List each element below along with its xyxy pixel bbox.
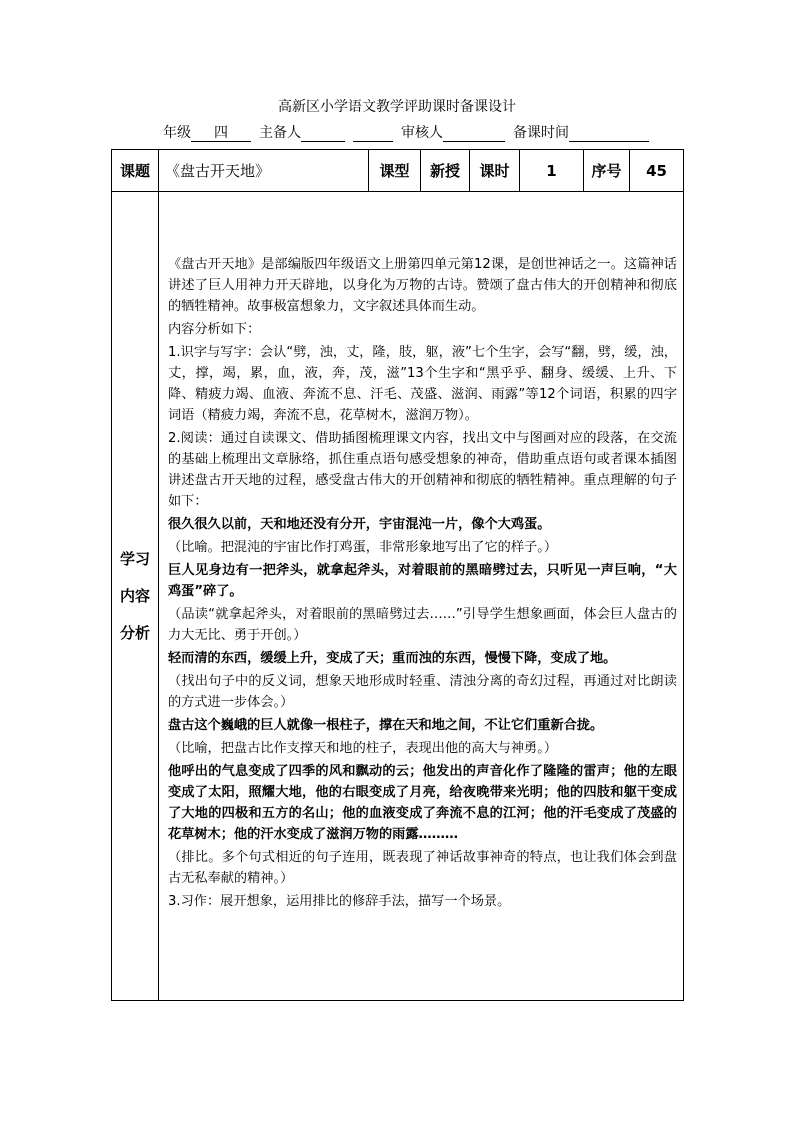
time-field [569, 124, 649, 142]
period-label: 课时 [470, 150, 520, 192]
note-4: （比喻，把盘古比作支撑天和地的柱子，表现出他的高大与神勇。） [168, 741, 558, 756]
note-3: （找出句子中的反义词，想象天地形成时轻重、清浊分离的奇幻过程，再通过对比朗读的方式进一步体会。） [168, 674, 677, 710]
analysis-content [159, 192, 684, 1001]
grade-field: 四 [191, 124, 251, 142]
reading-paragraph: 2.阅读：通过自读课文、借助插图梳理课文内容，找出文中与图画对应的段落，在交流的基础上梳理出文章脉络，抓住重点语句感受想象的神奇，借助重点语句或者课本插图讲述盘古开天地的过程，感受盘古伟大的开创精神和彻底的牺牲精神。重点理解的句子如下： [168, 431, 677, 509]
seq-value: 45 [630, 150, 684, 192]
key-sentence-1: 很久很久以前，天和地还没有分开，宇宙混沌一片，像个大鸡蛋。 [168, 517, 551, 532]
topic-value: 《盘古开天地》 [159, 150, 369, 192]
seq-label: 序号 [584, 150, 630, 192]
note-1: （比喻。把混沌的宇宙比作打鸡蛋，非常形象地写出了它的样子。） [168, 540, 558, 555]
section-label-3: 分析 [119, 623, 150, 642]
note-5: （排比。多个句式相近的句子连用，既表现了神话故事神奇的特点，也让我们体会到盘古无私奉献的精神。） [168, 850, 677, 886]
meta-line [163, 124, 649, 142]
section-label-1: 学习 [119, 549, 150, 568]
preparer-field [301, 124, 345, 142]
literacy-paragraph: 1.识字与写字：会认“劈，浊，丈，隆，肢，躯，液”七个生字，会写“翻，劈，缓，浊，丈，撑，竭，累，血，液，奔，茂，滋”13个生字和“黑乎乎、翻身、缓缓、上升、下降、精疲力竭、血液、奔流不息、汗毛、茂盛、滋润、雨露”等12个词语，积累的四字词语（精疲力竭，奔流不息，花草树木，滋润万物）。 [168, 345, 677, 423]
note-2: （品读“就拿起斧头，对着眼前的黑暗劈过去……”引导学生想象画面，体会巨人盘古的力大无比、勇于开创。） [168, 607, 677, 643]
time-label: 备课时间 [513, 125, 569, 141]
preparer-field-2 [353, 124, 393, 142]
period-value: 1 [520, 150, 584, 192]
key-sentence-5: 他呼出的气息变成了四季的风和飘动的云；他发出的声音化作了隆隆的雷声；他的左眼变成了太阳，照耀大地，他的右眼变成了月亮，给夜晚带来光明；他的四肢和躯干变成了大地的四极和五方的名山；他的血液变成了奔流不息的江河；他的汗毛变成了茂盛的花草树木；他的汗水变成了滋润万物的雨露……… [168, 764, 677, 842]
reviewer-field [443, 124, 505, 142]
section-label [112, 192, 159, 1001]
section-label-2: 内容 [119, 586, 150, 605]
analysis-intro: 内容分析如下： [168, 322, 261, 337]
grade-label: 年级 [163, 125, 191, 141]
key-sentence-2: 巨人见身边有一把斧头，就拿起斧头，对着眼前的黑暗劈过去，只听见一声巨响，“大鸡蛋”碎了。 [168, 563, 677, 599]
type-label: 课型 [369, 150, 421, 192]
reviewer-label: 审核人 [401, 125, 443, 141]
document-title: 高新区小学语文教学评助课时备课设计 [278, 99, 516, 115]
key-sentence-4: 盘古这个巍峨的巨人就像一根柱子，撑在天和地之间，不让它们重新合拢。 [168, 718, 604, 733]
intro-paragraph: 《盘古开天地》是部编版四年级语文上册第四单元第12课，是创世神话之一。这篇神话讲述了巨人用神力开天辟地，以身化为万物的古诗。赞颂了盘古伟大的开创精神和彻底的牺牲精神。故事极富想象力，文字叙述具体而生动。 [168, 257, 677, 314]
writing-paragraph: 3.习作：展开想象，运用排比的修辞手法，描写一个场景。 [168, 894, 511, 909]
topic-label: 课题 [112, 150, 159, 192]
lesson-table [111, 149, 684, 1001]
preparer-label: 主备人 [259, 125, 301, 141]
type-value: 新授 [421, 150, 470, 192]
key-sentence-3: 轻而清的东西，缓缓上升，变成了天；重而浊的东西，慢慢下降，变成了地。 [168, 651, 617, 666]
